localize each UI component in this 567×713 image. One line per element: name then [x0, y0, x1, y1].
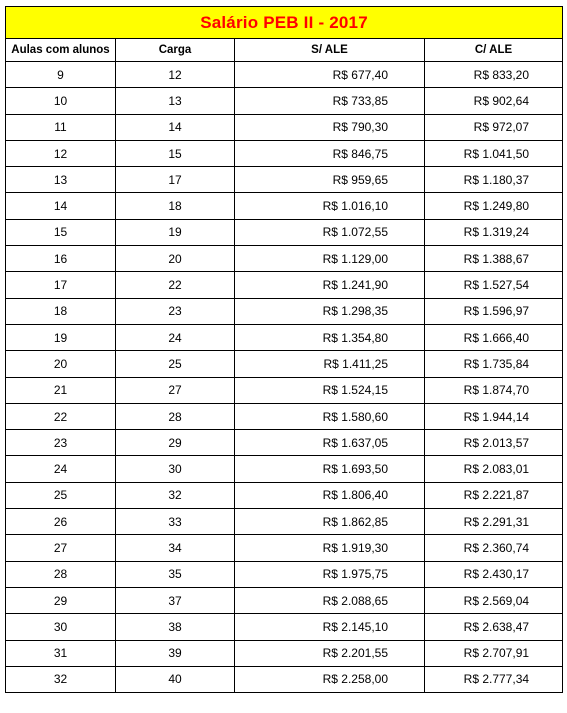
cell-carga: 24: [116, 324, 235, 350]
table-row: [6, 456, 563, 482]
cell-aulas: 25: [6, 482, 116, 508]
cell-com-ale: R$ 1.874,70: [425, 377, 563, 403]
cell-com-ale: R$ 1.666,40: [425, 324, 563, 350]
cell-carga: 27: [116, 377, 235, 403]
cell-carga: 33: [116, 509, 235, 535]
cell-sem-ale: R$ 2.258,00: [235, 666, 425, 692]
cell-aulas: 15: [6, 219, 116, 245]
cell-carga: 34: [116, 535, 235, 561]
cell-aulas: 12: [6, 140, 116, 166]
cell-com-ale: R$ 2.221,87: [425, 482, 563, 508]
cell-com-ale: R$ 2.707,91: [425, 640, 563, 666]
cell-carga: 20: [116, 246, 235, 272]
table-row: [6, 88, 563, 114]
table-row: [6, 666, 563, 692]
header-row: [6, 39, 563, 62]
cell-carga: 40: [116, 666, 235, 692]
title-row: [6, 7, 563, 39]
table-row: [6, 298, 563, 324]
cell-sem-ale: R$ 1.411,25: [235, 351, 425, 377]
cell-com-ale: R$ 2.569,04: [425, 587, 563, 613]
cell-aulas: 18: [6, 298, 116, 324]
cell-com-ale: R$ 833,20: [425, 62, 563, 88]
cell-aulas: 17: [6, 272, 116, 298]
cell-aulas: 16: [6, 246, 116, 272]
cell-carga: 23: [116, 298, 235, 324]
cell-sem-ale: R$ 1.975,75: [235, 561, 425, 587]
cell-com-ale: R$ 1.527,54: [425, 272, 563, 298]
cell-com-ale: R$ 1.041,50: [425, 140, 563, 166]
cell-sem-ale: R$ 1.806,40: [235, 482, 425, 508]
cell-com-ale: R$ 1.596,97: [425, 298, 563, 324]
cell-carga: 19: [116, 219, 235, 245]
cell-sem-ale: R$ 1.862,85: [235, 509, 425, 535]
cell-sem-ale: R$ 959,65: [235, 167, 425, 193]
cell-aulas: 13: [6, 167, 116, 193]
cell-carga: 37: [116, 587, 235, 613]
table-row: [6, 167, 563, 193]
table-row: [6, 246, 563, 272]
cell-carga: 12: [116, 62, 235, 88]
table-title: Salário PEB II - 2017: [6, 7, 563, 39]
cell-sem-ale: R$ 1.693,50: [235, 456, 425, 482]
cell-sem-ale: R$ 1.637,05: [235, 430, 425, 456]
cell-com-ale: R$ 1.319,24: [425, 219, 563, 245]
cell-aulas: 21: [6, 377, 116, 403]
cell-carga: 39: [116, 640, 235, 666]
cell-com-ale: R$ 2.430,17: [425, 561, 563, 587]
cell-aulas: 22: [6, 403, 116, 429]
cell-sem-ale: R$ 1.016,10: [235, 193, 425, 219]
cell-com-ale: R$ 2.291,31: [425, 509, 563, 535]
cell-aulas: 20: [6, 351, 116, 377]
salary-table-sheet: [5, 6, 562, 693]
cell-carga: 18: [116, 193, 235, 219]
table-row: [6, 219, 563, 245]
cell-sem-ale: R$ 1.524,15: [235, 377, 425, 403]
cell-carga: 32: [116, 482, 235, 508]
cell-carga: 28: [116, 403, 235, 429]
header-carga: Carga: [116, 39, 235, 62]
table-row: [6, 351, 563, 377]
cell-com-ale: R$ 1.249,80: [425, 193, 563, 219]
cell-aulas: 30: [6, 614, 116, 640]
cell-aulas: 32: [6, 666, 116, 692]
table-row: [6, 193, 563, 219]
cell-carga: 13: [116, 88, 235, 114]
salary-table: [5, 6, 563, 693]
table-row: [6, 114, 563, 140]
cell-carga: 29: [116, 430, 235, 456]
cell-carga: 35: [116, 561, 235, 587]
cell-sem-ale: R$ 1.298,35: [235, 298, 425, 324]
table-row: [6, 377, 563, 403]
cell-sem-ale: R$ 1.354,80: [235, 324, 425, 350]
table-row: [6, 482, 563, 508]
table-row: [6, 430, 563, 456]
cell-carga: 22: [116, 272, 235, 298]
cell-sem-ale: R$ 2.201,55: [235, 640, 425, 666]
cell-sem-ale: R$ 677,40: [235, 62, 425, 88]
cell-aulas: 14: [6, 193, 116, 219]
cell-aulas: 27: [6, 535, 116, 561]
cell-carga: 30: [116, 456, 235, 482]
cell-aulas: 11: [6, 114, 116, 140]
cell-com-ale: R$ 902,64: [425, 88, 563, 114]
cell-aulas: 19: [6, 324, 116, 350]
cell-sem-ale: R$ 1.129,00: [235, 246, 425, 272]
table-body: [6, 62, 563, 693]
header-com-ale: C/ ALE: [425, 39, 563, 62]
cell-sem-ale: R$ 1.919,30: [235, 535, 425, 561]
cell-sem-ale: R$ 790,30: [235, 114, 425, 140]
table-row: [6, 614, 563, 640]
cell-carga: 14: [116, 114, 235, 140]
cell-carga: 25: [116, 351, 235, 377]
table-row: [6, 140, 563, 166]
table-row: [6, 587, 563, 613]
cell-com-ale: R$ 2.360,74: [425, 535, 563, 561]
table-row: [6, 640, 563, 666]
cell-aulas: 23: [6, 430, 116, 456]
table-row: [6, 561, 563, 587]
cell-sem-ale: R$ 733,85: [235, 88, 425, 114]
table-row: [6, 535, 563, 561]
cell-sem-ale: R$ 1.580,60: [235, 403, 425, 429]
cell-aulas: 10: [6, 88, 116, 114]
table-row: [6, 403, 563, 429]
cell-aulas: 28: [6, 561, 116, 587]
cell-sem-ale: R$ 1.072,55: [235, 219, 425, 245]
cell-aulas: 26: [6, 509, 116, 535]
cell-com-ale: R$ 1.388,67: [425, 246, 563, 272]
cell-sem-ale: R$ 846,75: [235, 140, 425, 166]
cell-carga: 38: [116, 614, 235, 640]
cell-aulas: 24: [6, 456, 116, 482]
cell-com-ale: R$ 2.638,47: [425, 614, 563, 640]
cell-com-ale: R$ 1.944,14: [425, 403, 563, 429]
cell-carga: 15: [116, 140, 235, 166]
header-aulas: Aulas com alunos: [6, 39, 116, 62]
cell-com-ale: R$ 972,07: [425, 114, 563, 140]
cell-com-ale: R$ 1.180,37: [425, 167, 563, 193]
cell-com-ale: R$ 2.013,57: [425, 430, 563, 456]
cell-carga: 17: [116, 167, 235, 193]
table-row: [6, 324, 563, 350]
table-row: [6, 62, 563, 88]
cell-aulas: 9: [6, 62, 116, 88]
cell-aulas: 31: [6, 640, 116, 666]
header-sem-ale: S/ ALE: [235, 39, 425, 62]
cell-aulas: 29: [6, 587, 116, 613]
table-row: [6, 272, 563, 298]
cell-sem-ale: R$ 1.241,90: [235, 272, 425, 298]
table-row: [6, 509, 563, 535]
cell-com-ale: R$ 2.083,01: [425, 456, 563, 482]
cell-com-ale: R$ 2.777,34: [425, 666, 563, 692]
cell-sem-ale: R$ 2.145,10: [235, 614, 425, 640]
cell-com-ale: R$ 1.735,84: [425, 351, 563, 377]
cell-sem-ale: R$ 2.088,65: [235, 587, 425, 613]
